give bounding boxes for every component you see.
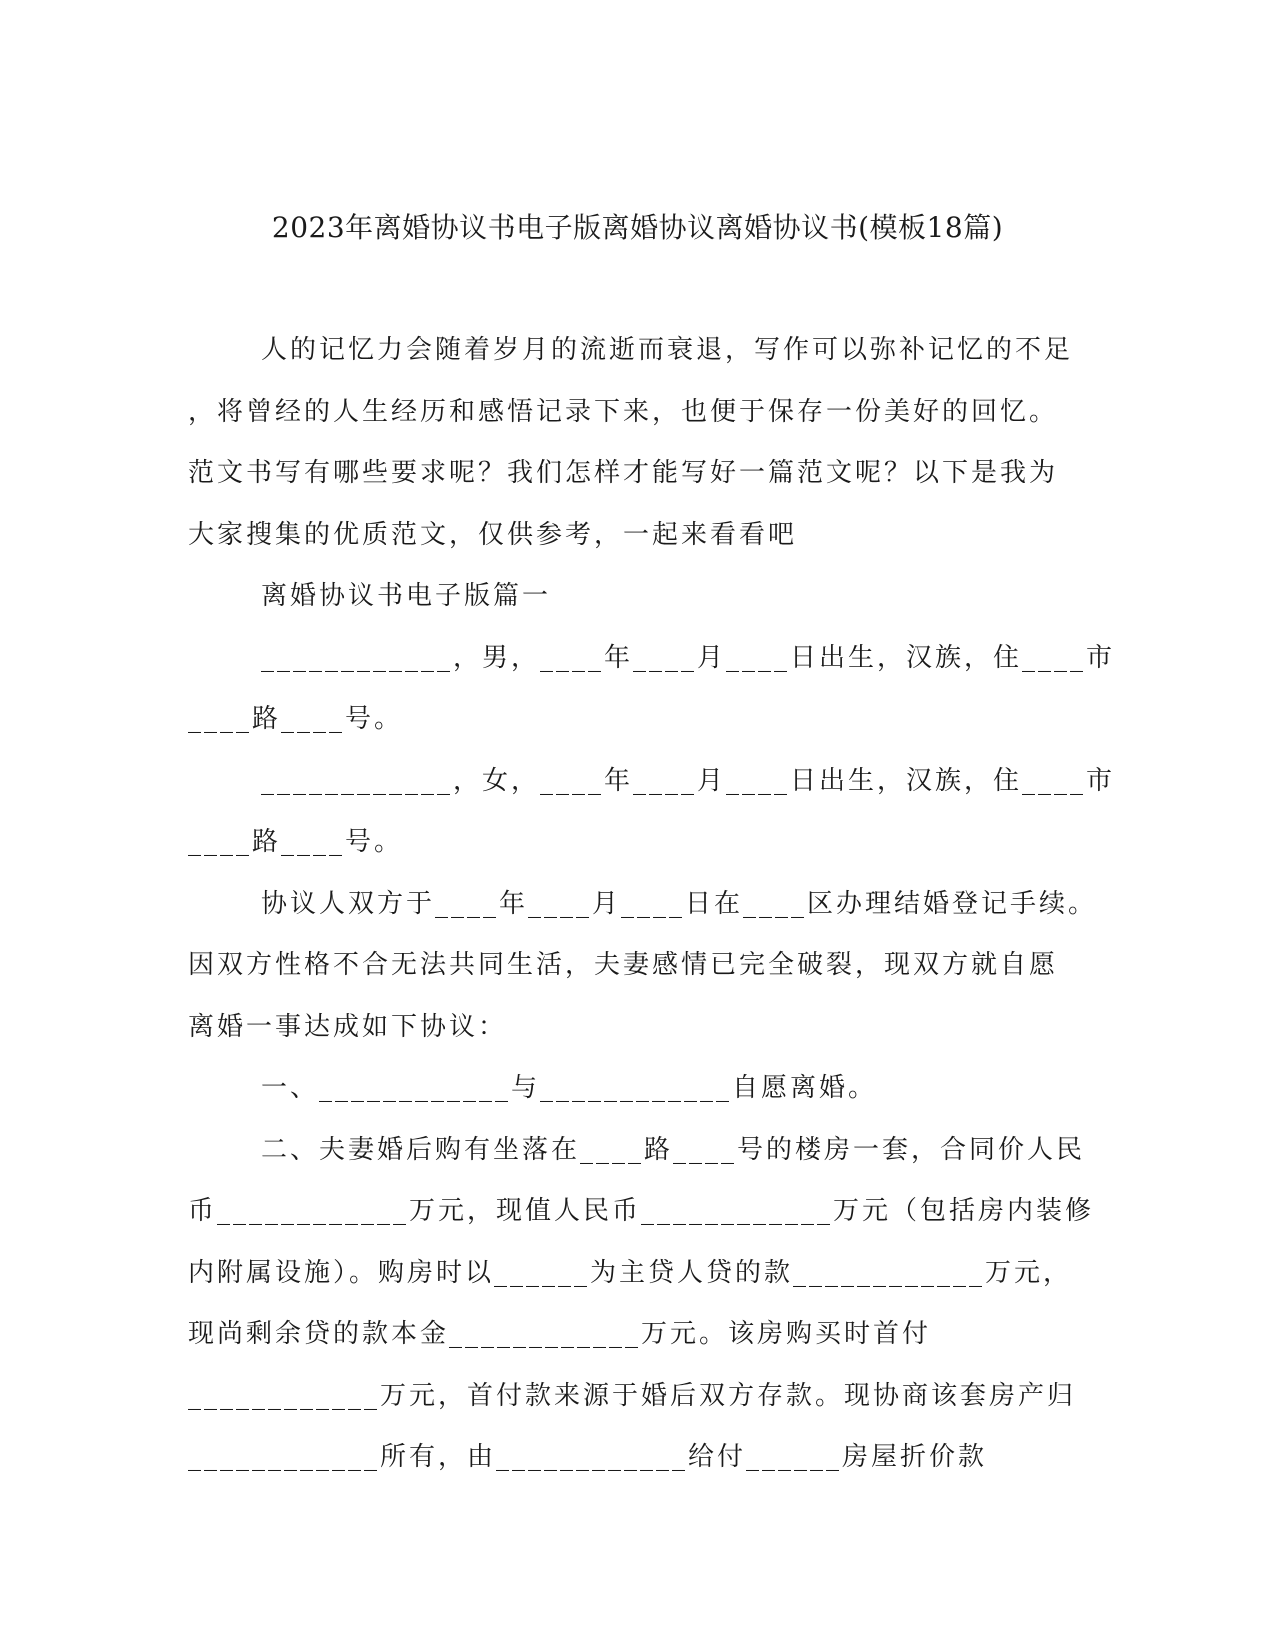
text-line: 内附属设施）。购房时以______为主贷人贷的款____________万元， [188,1257,1073,1288]
text-line: ____________，女，____年____月____日出生，汉族，住____市 [261,765,1116,796]
text-line: 人的记忆力会随着岁月的流逝而衰退，写作可以弥补记忆的不足 [261,335,1074,365]
text-line: 离婚一事达成如下协议： [188,1011,508,1042]
text-line: 现尚剩余贷的款本金____________万元。该房购买时首付 [188,1319,932,1349]
text-line: 范文书写有哪些要求呢？我们怎样才能写好一篇范文呢？以下是我为 [188,458,1059,488]
document-title: 2023年离婚协议书电子版离婚协议离婚协议书(模板18篇) [271,211,1004,244]
document-body [188,330,1116,1499]
text-line: 二、夫妻婚后购有坐落在____路____号的楼房一套，合同价人民 [261,1134,1086,1165]
text-line: ，将曾经的人生经历和感悟记录下来，也便于保存一份美好的回忆。 [188,396,1059,427]
text-line: 协议人双方于____年____月____日在____区办理结婚登记手续。 [261,888,1098,919]
text-line: 离婚协议书电子版篇一 [261,581,552,611]
text-line: 一、____________与____________自愿离婚。 [261,1073,878,1103]
text-line: 因双方性格不合无法共同生活，夫妻感情已完全破裂，现双方就自愿 [188,950,1059,980]
text-line: ____________，男，____年____月____日出生，汉族，住____市 [261,642,1116,673]
text-line: 币____________万元，现值人民币____________万元（包括房内装修 [188,1196,1095,1226]
text-line: ____________所有，由____________给付______房屋折价款 [188,1442,988,1472]
text-line: ____________万元，首付款来源于婚后双方存款。现协商该套房产归 [188,1380,1077,1411]
text-line: ____路____号。 [188,827,404,857]
text-line: ____路____号。 [188,704,404,734]
text-line: 大家搜集的优质范文，仅供参考，一起来看看吧 [188,519,798,550]
